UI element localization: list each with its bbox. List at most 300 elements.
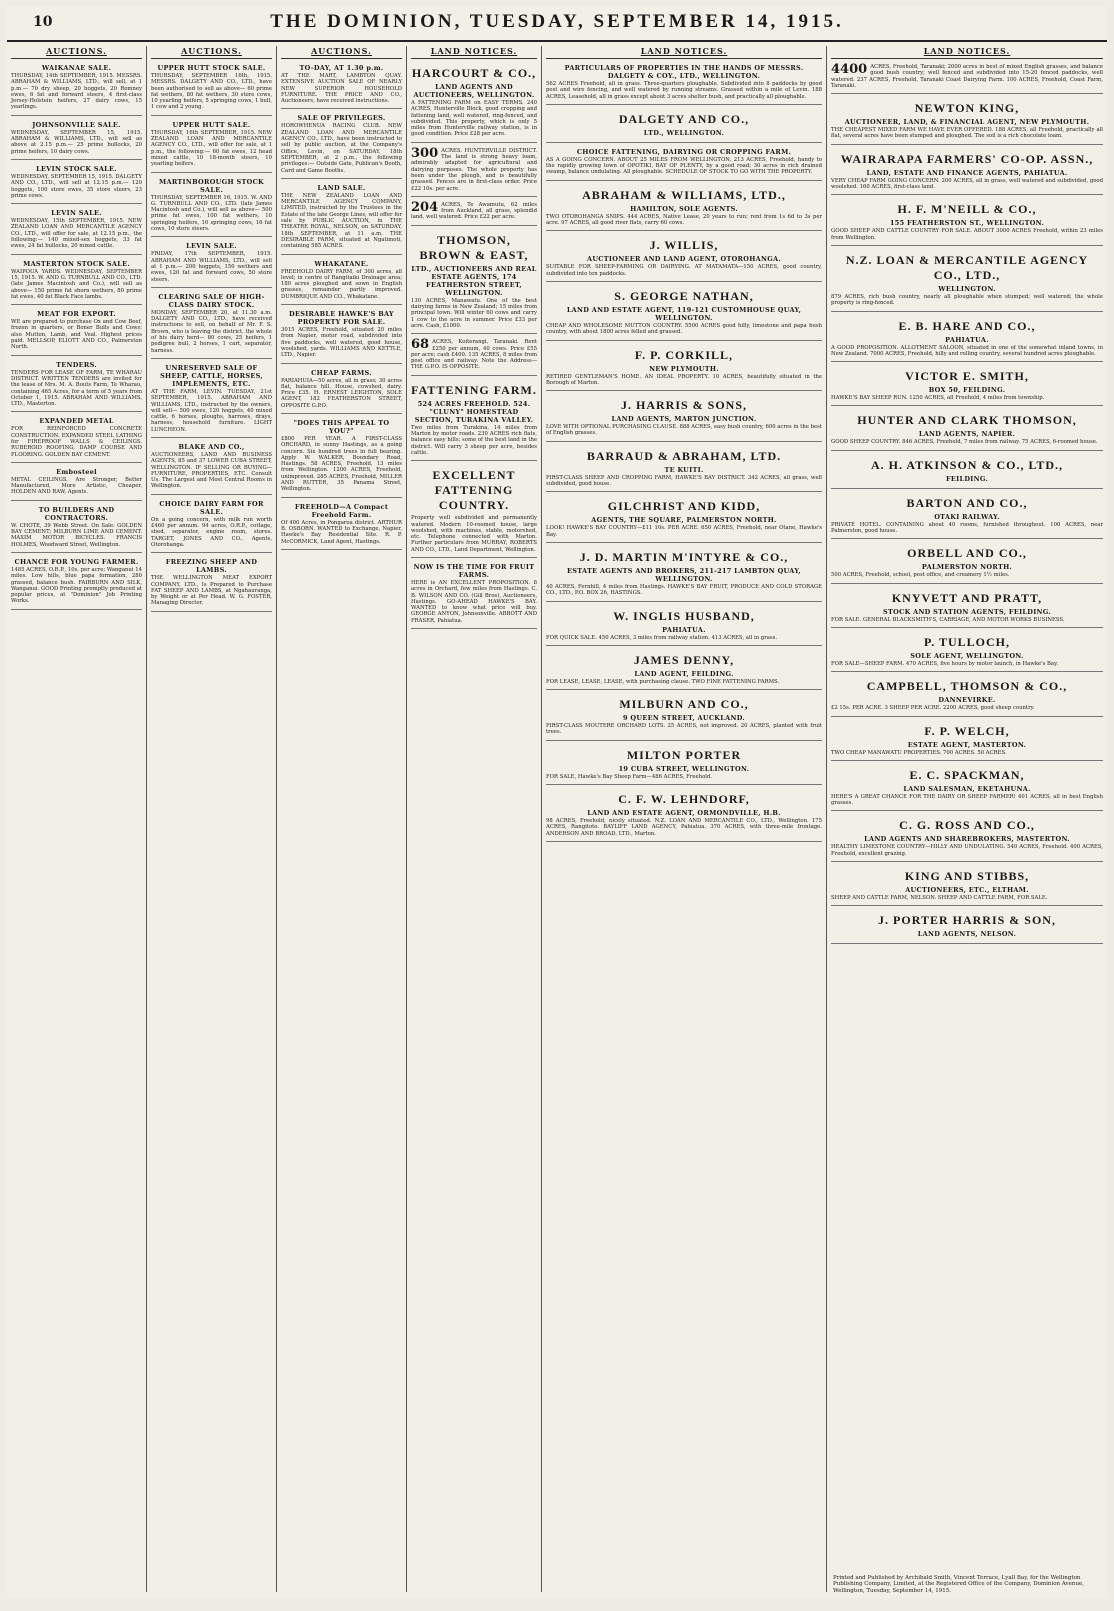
- ad-text: 500 ACRES, Freehold, school, post office, and creamery 1½ miles.: [831, 572, 1010, 579]
- advertisement: [411, 229, 537, 334]
- ad-body: [546, 81, 822, 100]
- advertisement: [11, 308, 142, 355]
- advertisement: [11, 258, 142, 305]
- ad-text: FOR SALE—SHEEP FARM. 470 ACRES, five hours by motor launch, in Hawke's Bay.: [831, 660, 1059, 667]
- advertisement: [546, 108, 822, 143]
- ad-heading: "DOES THIS APPEAL TO YOU?": [293, 418, 390, 435]
- advertisement: [831, 249, 1103, 312]
- ad-heading: SALE OF PRIVILEGES.: [297, 114, 386, 123]
- ad-text: 3015 ACRES, Freehold, situated 20 miles from Napier, motor road, subdivided into five paddocks, well watered, good house, woolshed, yards. WILLIAMS AND KETTLE, LTD., Napier.: [281, 327, 402, 359]
- ad-body: [11, 218, 142, 249]
- advertiser-name: N.Z. LOAN & MERCANTILE AGENCY CO., LTD.,: [845, 252, 1089, 282]
- advertisement: [11, 119, 142, 160]
- ad-heading: LAND SALESMAN, EKETAHUNA.: [903, 784, 1031, 793]
- ad-text: TWO OTOROHANGA SNIPS. 444 ACRES, Native Lease, 20 years to run; rent from 1s 6d to 3s per acre. 97 ACRES, all good river flats, carry 60 cows.: [546, 213, 822, 227]
- advertiser-name: DALGETY AND CO.,: [618, 111, 750, 126]
- ad-heading: UNRESERVED SALE OF SHEEP, CATTLE, HORSES, IMPLEMENTS, ETC.: [160, 363, 263, 388]
- ad-text: HEALTHY LIMESTONE COUNTRY—HILLY AND UNDULATING. 540 ACRES, Freehold. 400 ACRES, Freehold, excellent grazing.: [831, 844, 1103, 857]
- ad-body: [11, 269, 142, 300]
- advertisement: [281, 182, 402, 255]
- ad-text: AT THE FARM, LEVIN. TUESDAY, 21st SEPTEMBER, 1915. ABRAHAM AND WILLIAMS, LTD., instructed by the owners, will sell— 500 ewes, 120 hoggets, 40 mixed cattle, 6 horses, ploughs, harrows, drays, harness, household furniture. LIGHT LUNCHEON.: [151, 388, 272, 433]
- ad-text: ACRES. HUNTERVILLE DISTRICT. The land is strong heavy loam, admirably adapted for agricultural and dairying purposes. The whole property has been under the plough, and is beautifully grassed. Fences are in first-class order. Price £22 10s. per acre.: [411, 147, 537, 192]
- ad-heading: CHANCE FOR YOUNG FARMER.: [14, 557, 139, 566]
- ad-body: [546, 157, 822, 176]
- ad-heading: FREEZING SHEEP AND LAMBS.: [165, 558, 258, 575]
- ad-text: TWO CHEAP MANAWATU PROPERTIES. 700 ACRES. 50 ACRES.: [831, 749, 1007, 756]
- ad-body: [546, 774, 822, 780]
- ad-body: [151, 130, 272, 168]
- ad-text: HERE'S A GREAT CHANCE FOR THE DAIRY OR SHEEP FARMER! 401 ACRES, all in best English grasses.: [831, 793, 1103, 807]
- advertisement: [831, 198, 1103, 246]
- advertiser-name: BARTON AND CO.,: [906, 495, 1028, 510]
- advertisement: [281, 417, 402, 498]
- ad-text: Of 400 Acres, in Pongaroa district. ARTHUR B. OSBORN. WANTED to Exchange, Napier, Hawke's Bay Residential Site. R. P. McCORMICK, Land Agent, Hastings.: [281, 519, 402, 545]
- advertiser-name: H. F. M'NEILL & CO.,: [897, 202, 1037, 217]
- ad-text: VERY CHEAP FARM GOING CONCERN. 200 ACRES, all in grass, well watered and subdivided, good woolshed. 160 ACRES, first-class land.: [831, 177, 1103, 191]
- ad-text: £800 PER YEAR. A FIRST-CLASS ORCHARD, in sunny Hastings, as a going concern. Six hundred trees in full bearing. Apply W. WALKER, Boundary Road, Hastings. 58 ACRES, Freehold, 13 miles from Wellington. 1200 ACRES, Freehold, unimproved. 285 ACRES, Freehold, MILLER AND RUTTER, 35 Panama Street, Wellington.: [281, 435, 402, 493]
- acreage-number: 68: [411, 337, 430, 353]
- ad-body: [11, 477, 142, 496]
- ad-heading: CHEAP FARMS.: [311, 368, 372, 377]
- advertiser-name: KING AND STIBBS,: [904, 869, 1030, 884]
- advertiser-name: ABRAHAM & WILLIAMS, LTD.,: [582, 187, 786, 202]
- advertisement: [831, 454, 1103, 489]
- ad-body: [411, 339, 537, 370]
- ad-body: [831, 844, 1103, 857]
- ad-body: [831, 617, 1103, 623]
- advertiser-name: S. GEORGE NATHAN,: [614, 288, 754, 303]
- ad-text: METAL CEILINGS. Are Stronger, Better Manufactured, More Artistic, Cheaper. HOLDEN AND RAW, Agents.: [11, 476, 142, 496]
- ad-body: [831, 294, 1103, 307]
- ad-text: FRIDAY, 17th SEPTEMBER, 1915. ABRAHAM AND WILLIAMS, LTD., will sell at 1 p.m.— 200 hoggets, 150 wethers and ewes, 120 fat and forward cows, 50 store steers.: [151, 251, 272, 283]
- ad-text: THE WELLINGTON MEAT EXPORT COMPANY, LTD., Is Prepared to Purchase FAT SHEEP AND LAMBS, at Ngahauranga, by Weight or at Per Head. W. G. FOSTER, Managing Director.: [151, 575, 272, 607]
- advertiser-name: W. INGLIS HUSBAND,: [613, 608, 755, 623]
- advertisement: [546, 234, 822, 282]
- column-2: [147, 46, 277, 1592]
- ad-body: [546, 525, 822, 538]
- advertiser-name: E. C. SPACKMAN,: [909, 767, 1025, 782]
- column-4: [407, 46, 542, 1592]
- ad-text: 40 ACRES, Fernhill, 4 miles from Hastings. HAWKE'S BAY FRUIT, PRODUCE AND COLD STORAGE CO., LTD., P.O. BOX 26, HASTINGS.: [546, 583, 822, 597]
- ad-body: [411, 515, 537, 553]
- ad-body: [281, 327, 402, 358]
- ad-text: A GOOD PROPOSITION. ALLOTMENT SALOON, situated in one of the somewhat inland towns, in New Zealand. 7000 ACRES, Freehold, hilly and rolling country, several hundred acres ploughable.: [831, 344, 1103, 357]
- ad-text: WAIPOUA YARDS. WEDNESDAY, SEPTEMBER 15, 1915. W. AND G. TURNBULL AND CO., LTD. (late James Macintosh and Co.), will sell as above— 150 prime fat shorn wethers, 80 prime fat ewes, 40 fat Black Face lambs.: [11, 268, 142, 300]
- advertisement: [151, 62, 272, 116]
- ad-body: [546, 818, 822, 837]
- ad-heading: BLAKE AND CO.,: [178, 442, 245, 451]
- advertisement: [411, 200, 537, 226]
- ad-heading: CHOICE FATTENING, DAIRYING OR CROPPING FARM.: [576, 147, 792, 156]
- ad-heading: SOLE AGENT, WELLINGTON.: [910, 651, 1024, 660]
- advertisement: [546, 184, 822, 232]
- ad-heading: NEW PLYMOUTH.: [649, 364, 719, 373]
- advertisement: [831, 587, 1103, 628]
- advertisement: [11, 359, 142, 413]
- ad-body: [281, 123, 402, 173]
- ad-text: MONDAY, SEPTEMBER 20, at 11.30 a.m. DALGETY AND CO., LTD., have received instructions to sell, on behalf of Mr. F. S. Brown, who is leaving the district, the whole of his dairy herd— 80 cows, 25 heifers, 1 pedigree bull, 2 horses, 1 cart, separator, harness.: [151, 309, 272, 354]
- ad-text: FIRST-CLASS MOUTERE ORCHARD LOTS. 25 ACRES, not improved. 20 ACRES, planted with fruit trees.: [546, 723, 822, 736]
- ad-body: [281, 73, 402, 104]
- ad-heading: LAND, ESTATE AND FINANCE AGENTS, PAHIATUA.: [866, 168, 1068, 177]
- ad-heading: 9 QUEEN STREET, AUCKLAND.: [623, 714, 745, 723]
- ad-heading: Embosteel: [56, 467, 97, 476]
- ad-body: [831, 750, 1103, 756]
- advertiser-name: HARCOURT & CO.,: [411, 66, 537, 80]
- ad-heading: TO BUILDERS AND CONTRACTORS.: [38, 505, 115, 522]
- ad-body: [546, 475, 822, 488]
- ad-text: AT THE MART, LAMBTON QUAY. EXTENSIVE AUCTION SALE OF NEARLY NEW SUPERIOR HOUSEHOLD FURNITURE. THE PRICE AND CO., Auctioneers, have received instructions.: [281, 73, 402, 105]
- ad-body: [151, 389, 272, 433]
- ad-body: [281, 436, 402, 493]
- ad-text: FOR SALE, Hawke's Bay Sheep Farm—486 ACRES, Freehold.: [546, 773, 713, 780]
- advertiser-name: EXCELLENT FATTENING COUNTRY.: [432, 468, 516, 513]
- ad-body: [831, 64, 1103, 89]
- ad-text: FOR LEASE, LEASE, LEASE, with purchasing clause. TWO FINE FATTENING FARMS.: [546, 678, 780, 685]
- ad-body: [831, 439, 1103, 445]
- ad-text: 130 ACRES, Manawatu. One of the best dairying farms in New Zealand; 15 miles from principal town. Will winter 60 cows and carry 1 cow to the acre in summer. Price £33 per acre. Cash, £1000.: [411, 297, 537, 329]
- ad-heading: AUCTIONEER, LAND, & FINANCIAL AGENT, NEW PLYMOUTH.: [844, 118, 1090, 127]
- advertiser-name: THOMSON, BROWN & EAST,: [419, 232, 529, 262]
- advertisement: [411, 146, 537, 197]
- advertiser-name: C. F. W. LEHNDORF,: [618, 792, 750, 807]
- ad-body: [151, 310, 272, 354]
- ad-body: [281, 269, 402, 300]
- advertisement: [411, 337, 537, 375]
- ad-heading: BOX 50, FEILDING.: [928, 386, 1006, 395]
- ad-body: [831, 895, 1103, 901]
- ad-body: [151, 517, 272, 548]
- advertisement: [831, 409, 1103, 450]
- advertisement: [546, 344, 822, 392]
- ad-heading: MARTINBOROUGH STOCK SALE.: [158, 177, 265, 194]
- ad-heading: PAHIATUA.: [662, 625, 706, 634]
- ad-heading: LAND AGENTS, NAPIER.: [918, 430, 1016, 439]
- advertisement: [11, 504, 142, 553]
- advertisement: [11, 556, 142, 610]
- advertisement: [11, 415, 142, 462]
- ad-heading: WAIKANAE SALE.: [41, 64, 112, 72]
- advertisement: [831, 675, 1103, 716]
- ad-text: ACRES, Te Awamutu, 62 miles from Auckland, all grass, splendid land, well watered. Price £22 per acre.: [411, 201, 537, 221]
- ad-heading: MASTERTON STOCK SALE.: [23, 259, 130, 268]
- ad-body: [281, 378, 402, 409]
- advertiser-name: P. TULLOCH,: [923, 634, 1011, 649]
- ad-body: [831, 178, 1103, 191]
- ad-text: FIRST-CLASS SHEEP AND CROPPING FARM, HAWKE'S BAY DISTRICT. 342 ACRES, all grass, well subdivided, good house.: [546, 474, 822, 488]
- ad-heading: LAND AGENT, FEILDING.: [634, 669, 734, 678]
- ad-heading: 524 ACRES FREEHOLD. 524. "CLUNY" HOMESTEAD SECTION, TURAKINA VALLEY.: [414, 399, 534, 424]
- advertisement: [546, 146, 822, 181]
- ad-heading: PALMERSTON NORTH.: [921, 563, 1013, 572]
- ad-body: [11, 73, 142, 111]
- advertisement: [151, 556, 272, 611]
- masthead: [7, 6, 1107, 42]
- advertisement: [11, 466, 142, 501]
- ad-body: [411, 199, 537, 221]
- advertisement: [831, 148, 1103, 196]
- ad-text: GOOD SHEEP AND CATTLE COUNTRY FOR SALE. ABOUT 3000 ACRES Freehold, within 23 miles from Wellington.: [831, 228, 1103, 241]
- advertisement: [546, 788, 822, 842]
- advertiser-name: MILTON PORTER: [626, 747, 742, 762]
- ad-body: [546, 214, 822, 227]
- advertiser-name: BARRAUD & ABRAHAM, LTD.: [586, 448, 782, 463]
- advertisement: [281, 308, 402, 363]
- advertisement: [546, 693, 822, 741]
- ad-text: CHEAP AND WHOLESOME MUTTON COUNTRY. 5500 ACRES good hilly, limestone and papa bush country, with about 1800 acres felled and grassed.: [546, 322, 822, 336]
- column-heading: AUCTIONS.: [11, 46, 142, 59]
- advertiser-name: J. WILLIS,: [649, 238, 719, 253]
- ad-body: [831, 794, 1103, 807]
- advertiser-name: KNYVETT AND PRATT,: [891, 590, 1043, 605]
- ad-body: [546, 635, 822, 641]
- ad-text: ACRES, Freehold, Taranaki; 2000 acres in best of mixed English grasses, and balance good bush country; well fenced and subdivided into 15-20 fenced paddocks, well watered. 237 ACRES, Freehold, Taranaki Coast Dairying Farm. 100 ACRES, Freehold, Coast Farm, Taranaki.: [831, 64, 1103, 89]
- ad-heading: TE KUITI.: [664, 465, 704, 474]
- advertisement: [831, 814, 1103, 862]
- ad-text: SUITABLE FOR SHEEP-FARMING OR DAIRYING. AT MATAMATA—150 ACRES, good country, subdivided into ten paddocks.: [546, 264, 822, 277]
- ad-heading: LAND AGENTS, MARTON JUNCTION.: [611, 415, 757, 424]
- ad-text: FOR REINFORCED CONCRETE CONSTRUCTION. EXPANDED STEEL LATHING for FIREPROOF WALLS & CEILINGS. RUBEROID ROOFING, DAMP COURSE AND FLOORING. GOLDEN BAY CEMENT.: [11, 426, 142, 458]
- acreage-number: 300: [411, 145, 439, 161]
- ad-heading: STOCK AND STATION AGENTS, FEILDING.: [883, 607, 1051, 616]
- ad-heading: MEAT FOR EXPORT.: [37, 310, 116, 319]
- advertisement: [11, 207, 142, 254]
- ad-body: [151, 452, 272, 490]
- column-5: [542, 46, 827, 1592]
- ad-heading: 155 FEATHERSTON ST., WELLINGTON.: [889, 219, 1045, 228]
- ad-body: [281, 193, 402, 250]
- ad-heading: NOW IS THE TIME FOR FRUIT FARMS.: [413, 562, 535, 579]
- ad-body: [151, 251, 272, 282]
- advertisement: [831, 542, 1103, 583]
- ad-heading: LEVIN SALE.: [51, 209, 102, 218]
- ad-heading: DESIRABLE HAWKE'S BAY PROPERTY FOR SALE.: [289, 310, 394, 327]
- ad-heading: CHOICE DAIRY FARM FOR SALE.: [159, 499, 264, 516]
- ad-body: [546, 323, 822, 336]
- ad-body: [831, 127, 1103, 140]
- ad-body: [11, 370, 142, 408]
- advertisement: [546, 62, 822, 105]
- ad-text: ACRES, Koiterangi, Taranaki. Rent £250 per annum, 40 cows. Price £55 per acre; cash £400. 135 ACRES, 8 miles from post office and railway. Note the Address— THE G.P.O. IS OPPOSITE.: [411, 339, 537, 371]
- column-heading: AUCTIONS.: [151, 46, 272, 59]
- advertisement: [411, 62, 537, 143]
- ad-body: [831, 661, 1103, 667]
- ad-text: PARIAHUIA—50 acres, all in grass; 30 acres flat, balance hill. House, cowshed, dairy. Price £35. H. ERNEST LEIGHTON, SOLE AGENT, 182 FEATHERSTON STREET, OPPOSITE G.P.O.: [281, 377, 402, 409]
- advertisement: [831, 764, 1103, 812]
- ad-text: WEDNESDAY, 15th SEPTEMBER, 1915. NEW ZEALAND LOAN AND MERCANTILE AGENCY CO., LTD., will offer for sale, at 12.15 p.m., the following:— 140 mixed-sex hoggets, 33 fat ewes, 24 fat bullocks, 20 mixed cattle.: [11, 218, 142, 250]
- ad-text: LOOK! HAWKE'S BAY COUNTRY—£11 10s. PER ACRE. 650 ACRES, Freehold, near Otane, Hawke's Bay.: [546, 525, 822, 538]
- imprint: Printed and Published by Archibald Smith, Vincent Terrace, Lyall Bay, for the Wellington Publishing Company, Limited, at the Registered Office of the Company, Dominion Avenue, Wellington, Tuesday, September 14, 1915.: [833, 1574, 1085, 1594]
- ad-text: AS A GOING CONCERN. ABOUT 25 MILES FROM WELLINGTON. 213 ACRES, Freehold, handy to the rapidly growing town of OPOTIKI, BAY OF PLENTY, by a good road; 30 acres in rich drained swamp, balance undulating. All ploughable. SCHEDULE OF STOCK TO GO WITH THE PROPERTY.: [546, 156, 822, 176]
- ad-body: [411, 425, 537, 456]
- advertisement: [151, 362, 272, 438]
- ad-text: THURSDAY, SEPTEMBER 16th, 1915. MESSRS. DALGETY AND CO., LTD., have been authorised to sell as above— 60 prime fat wethers, 80 fat wethers, 30 store cows, 10 yearling heifers, 5 springing cows, 1 bull, 1 cow and 2 young.: [151, 73, 272, 111]
- advertiser-name: VICTOR E. SMITH,: [905, 369, 1029, 384]
- ad-text: £2 15s. PER ACRE. 3 SHEEP PER ACRE. 2200 ACRES, good sheep country.: [831, 705, 1035, 712]
- advertisement: [151, 291, 272, 359]
- ad-heading: LAND AGENTS AND AUCTIONEERS, WELLINGTON.: [413, 83, 535, 99]
- advertisement: [546, 546, 822, 602]
- advertiser-name: A. H. ATKINSON & CO., LTD.,: [870, 457, 1064, 472]
- ad-text: Property well subdivided and permanently watered. Modern 10-roomed house, large woolshed, with machines, stable, motorshed, etc. Telephone connected with Marton. Further particulars from MURRAY, ROBERTS AND CO., LTD., Land Department, Wellington.: [411, 515, 537, 553]
- ad-heading: WHAKATANE.: [314, 259, 369, 268]
- ad-text: 879 ACRES, rich bush country, nearly all ploughable when stumped; well watered; the whole property is ring-fenced.: [831, 293, 1103, 307]
- ad-text: FOR SALE. GENERAL BLACKSMITH'S, CARRIAGE, AND MOTOR WORKS BUSINESS.: [831, 616, 1065, 623]
- ad-heading: LAND AGENTS AND SHAREBROKERS, MASTERTON.: [864, 835, 1070, 844]
- ad-body: [831, 395, 1103, 401]
- ad-body: [11, 130, 142, 155]
- advertiser-name: MILBURN AND CO.,: [619, 697, 749, 712]
- ad-body: [411, 100, 537, 138]
- ad-body: [151, 195, 272, 233]
- ad-body: [151, 575, 272, 606]
- ad-body: [411, 145, 537, 192]
- advertiser-name: F. P. WELCH,: [924, 723, 1010, 738]
- page-number: 10: [33, 14, 53, 30]
- advertisement: [831, 492, 1103, 540]
- ad-text: Two miles from Turakina, 14 miles from Marton by motor roads. 230 ACRES rich flats, balance easy hills; some of the best land in the district. Will carry 3 sheep per acre, besides cattle.: [411, 424, 537, 456]
- ad-text: WEDNESDAY, SEPTEMBER 15, 1915. DALGETY AND CO., LTD., will sell at 12.15 p.m.— 120 hoggets, 100 store ewes, 35 store steers, 23 prime cows.: [11, 173, 142, 199]
- advertiser-name: C. G. ROSS AND CO.,: [899, 818, 1035, 833]
- column-heading: LAND NOTICES.: [831, 46, 1103, 59]
- ad-text: WEDNESDAY, SEPTEMBER 15, 1915. ABRAHAM & WILLIAMS, LTD., will sell as above at 2.15 p.m.— 25 prime bullocks, 20 prime heifers, 10 dairy cows.: [11, 129, 142, 155]
- advertisement: [546, 285, 822, 341]
- advertisement: [281, 501, 402, 550]
- ad-body: [546, 679, 822, 685]
- column-1: [7, 46, 147, 1592]
- ad-heading: UPPER HUTT SALE.: [172, 120, 251, 129]
- advertisement: [831, 720, 1103, 761]
- advertiser-name: JAMES DENNY,: [633, 652, 735, 667]
- masthead-title: THE DOMINION, TUESDAY, SEPTEMBER 14, 1915.: [270, 11, 844, 32]
- advertiser-name: E. B. HARE AND CO.,: [898, 318, 1036, 333]
- ad-text: HOROWHENUA RACING CLUB. NEW ZEALAND LOAN AND MERCANTILE AGENCY CO., LTD., have been instructed to sell by public auction, at the Company's Office, Levin, on SATURDAY, 18th SEPTEMBER, at 2 p.m., the following privileges:— Outside Gate, Publican's Booth, Card and Game Booths.: [281, 123, 402, 174]
- ad-text: TENDERS FOR LEASE OF FARM, TE WHARAU DISTRICT. WRITTEN TENDERS are invited for the lease of Mrs. M. A. Bouts Farm, Te Wharau, containing 465 Acres, for a term of 5 years from October 1, 1915. ABRAHAM AND WILLIAMS, LTD., Masterton.: [11, 369, 142, 408]
- advertisement: [151, 498, 272, 553]
- ad-heading: OTAKI RAILWAY.: [934, 512, 1000, 521]
- ad-heading: AUCTIONEERS, ETC., ELTHAM.: [905, 886, 1029, 895]
- ad-heading: DANNEVIRKE.: [938, 696, 996, 705]
- ad-text: HERE is AN EXCELLENT PROPOSITION. 8 acres in Orchard, few miles from Hastings. C. B. WILSON AND CO. (Gill Bros), Auctioneers, Hastings. GO-AHEAD HAWKE'S BAY. WANTED to know what price will buy. GEORGE ANYON, Johnsonville. ABBOTT AND FRASER, Pahiatua.: [411, 579, 537, 624]
- column-heading: LAND NOTICES.: [411, 46, 537, 59]
- advertisement: [546, 445, 822, 493]
- ad-heading: LAND AND ESTATE AGENT, 119-121 CUSTOMHOUSE QUAY, WELLINGTON.: [566, 305, 802, 322]
- ad-heading: LEVIN STOCK SALE.: [36, 164, 117, 173]
- advertisement: [411, 379, 537, 461]
- ad-heading: LAND AND ESTATE AGENT, ORMONDVILLE, H.B.: [587, 809, 781, 818]
- ad-heading: LAND SALE.: [317, 183, 366, 192]
- column-heading: LAND NOTICES.: [546, 46, 822, 59]
- ad-body: [831, 705, 1103, 711]
- ad-heading: AGENTS, THE SQUARE, PALMERSTON NORTH.: [591, 516, 777, 525]
- ad-text: LOVE WITH OPTIONAL PURCHASING CLAUSE. 888 ACRES, easy bush country, 600 acres in the best of English grasses.: [546, 424, 822, 437]
- ad-heading: LEVIN SALE.: [186, 242, 237, 251]
- ad-heading: ESTATE AGENTS AND BROKERS, 211-217 LAMBTON QUAY, WELLINGTON.: [566, 566, 801, 583]
- advertisement: [831, 62, 1103, 94]
- ad-heading: LAND AGENTS, NELSON.: [917, 930, 1017, 939]
- ad-text: GOOD SHEEP COUNTRY. 846 ACRES, Freehold, 7 miles from railway. 75 ACRES, 6-roomed house.: [831, 439, 1098, 446]
- advertisement: [831, 315, 1103, 363]
- ad-heading: PARTICULARS OF PROPERTIES IN THE HANDS OF MESSRS. DALGETY & COY., LTD., WELLINGTON.: [564, 64, 804, 80]
- ad-text: 98 ACRES, Freehold, nicely situated. N.Z. LOAN AND MERCANTILE CO., LTD., Wellington. 175 ACRES, Rangitoto. BAYLIFF LAND AGENCY, Pahiatua. 370 ACRES, with three-mile frontage. ANDERSON AND BROAD, LTD., Marton.: [546, 818, 822, 837]
- advertiser-name: NEWTON KING,: [914, 101, 1020, 116]
- ad-text: On a going concern, with milk run worth £460 per annum. 94 acres, O.R.P., cottage, shed, separator, engine room, stores. TARGET, JONES AND CO., Agents, Otorohanga.: [151, 516, 272, 548]
- ad-text: FREEHOLD DAIRY FARM, of 300 acres, all level; in centre of Rangitaiki Drainage area; 180 acres ploughed and sown in English grasses, remainder partly improved. DUMBRIQUE AND CO., Whakatane.: [281, 268, 402, 300]
- ad-body: [11, 174, 142, 199]
- ad-text: FOR QUICK SALE. 450 ACRES, 3 miles from railway station. 413 ACRES, all in grass.: [546, 634, 778, 641]
- ad-heading: JOHNSONVILLE SALE.: [32, 120, 121, 129]
- advertisement: [546, 394, 822, 442]
- ad-heading: CLEARING SALE OF HIGH-CLASS DAIRY STOCK.: [158, 292, 265, 309]
- advertiser-name: J. HARRIS & SONS,: [620, 398, 748, 413]
- ad-body: [546, 264, 822, 277]
- advertisement: [281, 112, 402, 178]
- advertisement: [831, 865, 1103, 906]
- ad-body: [411, 298, 537, 329]
- ad-text: THURSDAY, 14th SEPTEMBER, 1915. MESSRS. ABRAHAM & WILLIAMS, LTD., will sell, at 1 p.m.— 70 dry sheep, 20 hoggets, 20 Romney ewes, 6 fat and forward steers, 4 first-class Jersey-Holstein heifers, 27 dairy cows, 15 yearlings.: [11, 73, 142, 111]
- ad-text: WE are prepared to purchase Ox and Cow Beef, frozen in quarters, or Boner Bulls and Cows; also Mutton, Lamb, and Veal. Highest prices paid. MELLSOP, ELIOTT AND CO., Palmerston North.: [11, 319, 142, 351]
- advertiser-name: J. D. MARTIN M'INTYRE & CO.,: [579, 549, 789, 564]
- ad-body: [546, 584, 822, 597]
- ad-body: [831, 572, 1103, 578]
- ad-heading: FEILDING.: [945, 474, 989, 483]
- ad-body: [281, 520, 402, 545]
- advertiser-name: ORBELL AND CO.,: [907, 546, 1027, 561]
- ad-body: [831, 522, 1103, 535]
- acreage-number: 4400: [831, 62, 868, 77]
- advertiser-name: HUNTER AND CLARK THOMSON,: [857, 413, 1077, 428]
- advertisement: [151, 441, 272, 495]
- ad-heading: EXPANDED METAL: [39, 417, 114, 426]
- column-heading: AUCTIONS.: [281, 46, 402, 59]
- advertisement: [11, 62, 142, 116]
- advertisement: [831, 365, 1103, 406]
- ad-text: THE NEW ZEALAND LOAN AND MERCANTILE AGENCY COMPANY, LIMITED, instructed by the Trustees in the Estate of the late George Lines, will offer for sale by PUBLIC AUCTION, in THE THEATRE ROYAL, NELSON, on SATURDAY, 18th SEPTEMBER, at 11 a.m. THE DESIRABLE FARM, situated at Ngatimoti, containing 585 ACRES.: [281, 192, 402, 250]
- advertiser-name: FATTENING FARM.: [411, 382, 537, 397]
- advertisement: [151, 176, 272, 238]
- advertisement: [411, 464, 537, 558]
- ad-text: THE CHEAPEST MIXED FARM WE HAVE EVER OFFERED. 188 ACRES, all Freehold, practically all flat, several acres have been stumped and ploughed. The soil is a rich chocolate loam.: [831, 127, 1103, 140]
- advertiser-name: GILCHRIST AND KIDD,: [607, 499, 761, 514]
- ad-heading: TENDERS.: [56, 360, 97, 369]
- ad-heading: ESTATE AGENT, MASTERTON.: [907, 740, 1027, 749]
- ad-heading: FREEHOLD—A Compact Freehold Farm.: [294, 502, 389, 519]
- ad-body: [11, 523, 142, 548]
- column-6: [827, 46, 1107, 1592]
- ad-text: AUCTIONEERS, LAND AND BUSINESS AGENTS, 85 and 37 LOWER CUBA STREET, WELLINGTON. IF SELLING OR BUYING— FURNITURE, PROPERTIES, ETC. Consult Us. The Largest and Most Central Rooms in Wellington.: [151, 451, 272, 490]
- acreage-number: 204: [411, 199, 439, 215]
- advertisement: [546, 744, 822, 785]
- ad-heading: PAHIATUA.: [945, 335, 989, 344]
- ad-heading: LTD., AUCTIONEERS AND REAL ESTATE AGENTS, 174 FEATHERSTON STREET, WELLINGTON.: [411, 264, 537, 297]
- ad-text: PRIVATE HOTEL. CONTAINING about 40 rooms, furnished throughout. 100 ACRES, near Palmerston, good house.: [831, 521, 1103, 535]
- advertisement: [831, 631, 1103, 672]
- advertisement: [546, 605, 822, 646]
- ad-text: THURSDAY, 16th SEPTEMBER, 1915. NEW ZEALAND LOAN AND MERCANTILE AGENCY CO., LTD., will offer for sale, at 1 p.m., the following:— 60 fat ewes, 12 head mixed cattle, 10 18-month steers, 10 yearling heifers.: [151, 129, 272, 168]
- ad-text: RETIRED GENTLEMAN'S HOME. AN IDEAL PROPERTY. 10 ACRES, beautifully situated in the Borough of Marton.: [546, 373, 822, 386]
- ad-heading: HAMILTON, SOLE AGENTS.: [630, 204, 738, 213]
- ad-body: [11, 426, 142, 457]
- ad-text: 562 ACRES Freehold, all in grass. Three-quarters ploughable. Subdivided into 8 paddocks by good post and wire fencing, and well watered by running streams. Grassed within a mile of Levin. 188 ACRES, Leasehold, all in grass except about 3 acres shelter bush, and practically all ploughable.: [546, 81, 822, 100]
- ad-body: [831, 345, 1103, 358]
- ad-text: W. CHOTE, 39 Webb Street. On Sale: GOLDEN BAY CEMENT; MILBURN LIME AND CEMENT. MAXIM MOTOR BICYCLES. FRANCIS HOLMES, Woodward Street, Wellington.: [11, 522, 142, 548]
- advertisement: [546, 649, 822, 690]
- ad-body: [11, 319, 142, 350]
- advertisement: [831, 909, 1103, 944]
- ad-body: [546, 723, 822, 736]
- advertiser-name: WAIRARAPA FARMERS' CO-OP. ASSN.,: [840, 151, 1094, 166]
- ad-body: [546, 424, 822, 437]
